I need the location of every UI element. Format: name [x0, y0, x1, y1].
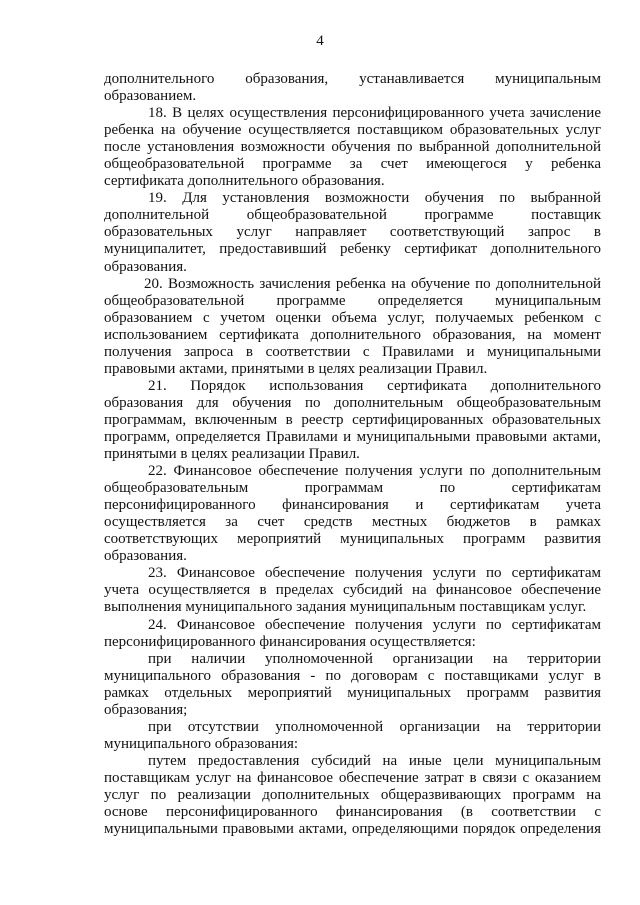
text-line: программам, включенным в реестр сертифицированных образовательных — [104, 411, 601, 428]
text-line: дополнительного образования, устанавливается муниципальным — [104, 71, 601, 87]
text-line: персонифицированного финансирования осуществляется: — [104, 633, 476, 650]
text-line: соответствующих мероприятий муниципальных программ развития — [104, 531, 601, 548]
text-line: принятыми в целях реализации Правил. — [104, 446, 360, 463]
text-line: образованием с учетом оценки объема услуг, получаемых ребенком с — [104, 309, 601, 326]
text-line: 23. Финансовое обеспечение получения услуги по сертификатам — [148, 565, 601, 582]
text-line: учета осуществляется в пределах субсидий на финансовое обеспечение — [104, 582, 601, 599]
text-line: муниципального образования: — [104, 735, 299, 752]
text-line: после установления возможности обучения по выбранной дополнительной — [104, 139, 601, 156]
text-line: 22. Финансовое обеспечение получения услуги по дополнительным — [148, 463, 601, 480]
text-line: общеобразовательным программам по сертификатам — [104, 480, 601, 497]
text-line: сертификата дополнительного образования. — [104, 173, 385, 190]
text-line: 21. Порядок использования сертификата дополнительного — [148, 377, 601, 394]
text-line: образования. — [104, 258, 187, 275]
document-body — [104, 71, 601, 838]
text-line: дополнительной общеобразовательной программе поставщик — [104, 207, 601, 224]
text-line: при отсутствии уполномоченной организации на территории — [148, 718, 601, 735]
text-line: получения запроса в соответствии с Правилами и муниципальными — [104, 343, 601, 360]
page-number: 4 — [316, 33, 324, 49]
text-line: выполнения муниципального задания муниципальным поставщикам услуг. — [104, 599, 587, 616]
text-line: осуществляется за счет средств местных бюджетов в рамках — [104, 514, 601, 531]
text-line: персонифицированного финансирования и сертификатам учета — [104, 497, 601, 514]
text-line: образования. — [104, 548, 187, 565]
text-line: при наличии уполномоченной организации на территории — [148, 650, 601, 667]
text-line: путем предоставления субсидий на иные цели муниципальным — [148, 752, 601, 769]
text-line: образования; — [104, 701, 188, 718]
text-line: поставщикам услуг на финансовое обеспечение затрат в связи с оказанием — [104, 769, 601, 786]
text-line: общеобразовательной программе за счет имеющегося у ребенка — [104, 156, 601, 173]
text-line: образованием. — [104, 88, 197, 105]
text-line: ребенка на обучение осуществляется поставщиком образовательных услуг — [104, 122, 601, 139]
text-line: общеобразовательной программе определяется муниципальным — [104, 292, 601, 309]
text-line: рамках отдельных мероприятий муниципальных программ развития — [104, 684, 601, 701]
text-line: 20. Возможность зачисления ребенка на обучение по дополнительной — [144, 275, 601, 292]
text-line: основе персонифицированного финансирования (в соответствии с — [104, 804, 601, 821]
text-line: муниципального образования - по договорам с поставщиками услуг в — [104, 667, 601, 684]
text-line: правовыми актами, принятыми в целях реализации Правил. — [104, 360, 488, 377]
text-line: муниципалитет, предоставивший ребенку сертификат дополнительного — [104, 241, 601, 258]
text-line: образования для обучения по дополнительным общеобразовательным — [104, 394, 601, 411]
text-line: программ, определяется Правилами и муниципальными правовыми актами, — [104, 428, 601, 445]
text-line: 24. Финансовое обеспечение получения услуги по сертификатам — [148, 616, 601, 633]
text-line: услуг по реализации дополнительных общеразвивающих программ на — [104, 786, 601, 803]
text-line: 18. В целях осуществления персонифицированного учета зачисление — [148, 105, 601, 122]
text-line: использованием сертификата дополнительного образования, на момент — [104, 326, 601, 343]
text-line: 19. Для установления возможности обучения по выбранной — [148, 190, 601, 207]
text-line: образовательных услуг направляет соответствующий запрос в — [104, 224, 601, 241]
text-line: муниципальными правовыми актами, определяющими порядок определения — [104, 821, 601, 838]
